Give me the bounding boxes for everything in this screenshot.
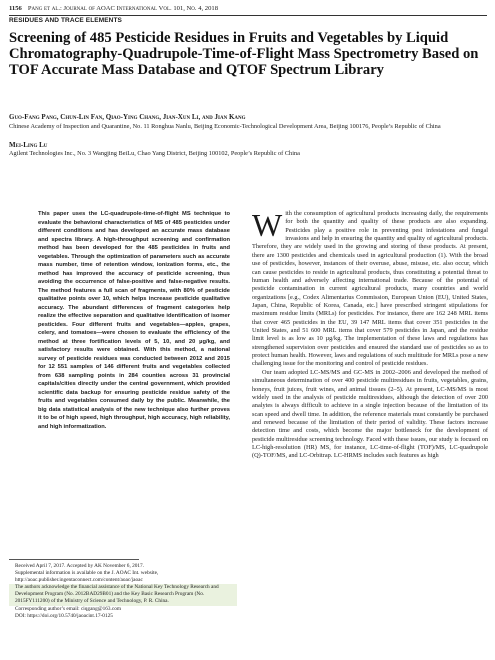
footnote-divider: [9, 559, 139, 560]
author-list-2: Mei-Ling Lu: [9, 141, 48, 149]
article-title: Screening of 485 Pesticide Residues in Fruits and Vegetables by Liquid Chromatography-Quadrupole-Time-of-Flight Mass Spectrometry Based on TOF Accurate Mass Database and QTOF Spectrum Library: [9, 30, 479, 79]
running-head: [9, 5, 489, 13]
body-paragraph-1-text: ith the consumption of agricultural products increasing daily, the requirements for both the quantity and quality of these products are also expanding. Pesticides play a positive role in preventing pest infestations and fungal invasions and help in ensuring the quantity and quality of agricultural products. Therefore, they are widely used in the growing and storing of these products. At present, there are 1300 pesticides and chemicals used in agricultural production (1). With the broad use of pesticides, however, instances of their overuse, abuse, misuse, etc. also occur, which can cause pesticides to reside in agricultural products, thus constituting a potential threat to human health and adversely affecting international trade. Because of the potential of pesticide contamination in current agricultural products, many countries and world organizations [e.g., Codex Alimentarius Commission, European Union (EU), United States, Japan, China, Republic of Korea, Canada, etc.] have prescribed stringent stipulations for maximum residue limits (MRLs) for pesticides. For instance, there are 162 248 MRL items that cover 465 pesticides in the EU, 39 147 MRL items that cover 351 pesticides in the United States, and 51 600 MRL items that cover 579 pesticides in Japan, and the residue limit level is as low as 10 µg/kg. The implementation of these laws and regulations has strengthened supervision over pesticides and ensured the standard use of pesticides so as to protect human health. However, laws and regulations of such multitude for MRLs pose a new challenging issue for the monitoring and control of pesticide residues.: [252, 210, 488, 368]
footnote-doi: DOI: https://doi.org/10.5740/jaoacint.17-0125: [15, 612, 113, 619]
abstract: This paper uses the LC-quadrupole-time-of-flight MS technique to evaluate the behavioral characteristics of MS of 485 pesticides under different conditions and has developed an accurate mass database and spectra library. A high-throughput screening and confirmation method has been developed for the 485 pesticides in fruits and vegetables. Through the optimization of parameters such as accurate mass number, time of retention window, ionization forms, etc., the method has improved the accuracy of pesticide screening, thus avoiding the occurrence of false-positive and false-negative results. The method features a full scan of fragments, with 80% of pesticide qualitative points over 10, which helps increase pesticide qualitative accuracy. The abundant differences of fragment categories help realize the effective separation and qualitative identification of isomer pesticides. Four different fruits and vegetables—apples, grapes, celery, and tomatoes—were chosen to evaluate the efficiency of the method at three fortification levels of 5, 10, and 20 µg/kg, and satisfactory results were obtained. With this method, a national survey of pesticide residues was conducted between 2012 and 2015 for 12 551 samples of 146 different fruits and vegetables collected from 638 sampling points in 284 counties across 31 provincial capitals/cities directly under the central government, which provided scientific data backup for ensuring pesticide residue safety of the fruits and vegetables consumed daily by the public. Meanwhile, the big data statistical analysis of the new technique also further proves it to be of high speed, high throughput, high accuracy, high reliability, and high informatization.: [38, 211, 230, 430]
affiliation-1: Chinese Academy of Inspection and Quarantine, No. 11 Ronghua Nanlu, Beijing Economic-Technological Development Area, Beijing 100176, People’s Republic of China: [9, 123, 441, 130]
affiliation-2: Agilent Technologies Inc., No. 3 Wangjing BeiLu, Chao Yang District, Beijing 100102, People’s Republic of China: [9, 150, 300, 157]
author-list: Guo-Fang Pang, Chun-Lin Fan, Qiao-Ying Chang, Jian-Xun Li, and Jian Kang: [9, 113, 246, 121]
running-head-text: Pang et al.: Journal of AOAC International Vol. 101, No. 4, 2018: [27, 5, 218, 12]
drop-cap: W: [252, 207, 283, 243]
body-paragraph-1: [252, 207, 488, 369]
footnote-received: Received April 7, 2017. Accepted by AK November 6, 2017.: [15, 563, 145, 569]
footnote-supplemental: Supplemental information is available on the J. AOAC Int. website, http://aoac.publisher.ingentaconnect.com/content/aoac/jaoac: [15, 570, 159, 584]
footnote-corresponding: Corresponding author’s email: ciqgang@163.com: [15, 605, 121, 612]
footnotes: [9, 563, 237, 620]
section-label: RESIDUES AND TRACE ELEMENTS: [9, 17, 122, 24]
body-text: [252, 207, 488, 461]
body-paragraph-2: Our team adopted LC-MS/MS and GC-MS in 2002–2006 and developed the method of simultaneous determination of over 400 pesticide multiresidues in fruits, vegetables, grains, honeys, fruit juices, fruit wines, and animal tissues (2–5). At present, LC-MS/MS is most widely used in the analysis of pesticide multiresidues, although the detection of over 200 analytes is always difficult to achieve in a single injection because of the limitation of its scan speed and dwell time. In addition, the reference materials must constantly be purchased and renewed because of the limitation of their period of validity. These factors increase detection time and costs, which become the major bottleneck for the development of pesticide multiresidue screening technology. Faced with these issues, our study is focused on LC-high-resolution (HR) MS, for instance, LC-time-of-flight (TOF)/MS, LC-quadrupole (Q)-TOF/MS, and LC-Orbitrap. LC-HRMS includes such features as high: [252, 368, 488, 460]
footnote-acknowledgment: The authors acknowledge the financial assistance of the National Key Technology Research and Development Program (No. 2012BAD29B01) and the Key Basic Research Program (No. 2015FY111200) of the Ministry of Science and Technology, P. R. China.: [9, 584, 237, 605]
page-number: 1156: [9, 5, 22, 12]
section-divider: [9, 15, 487, 16]
